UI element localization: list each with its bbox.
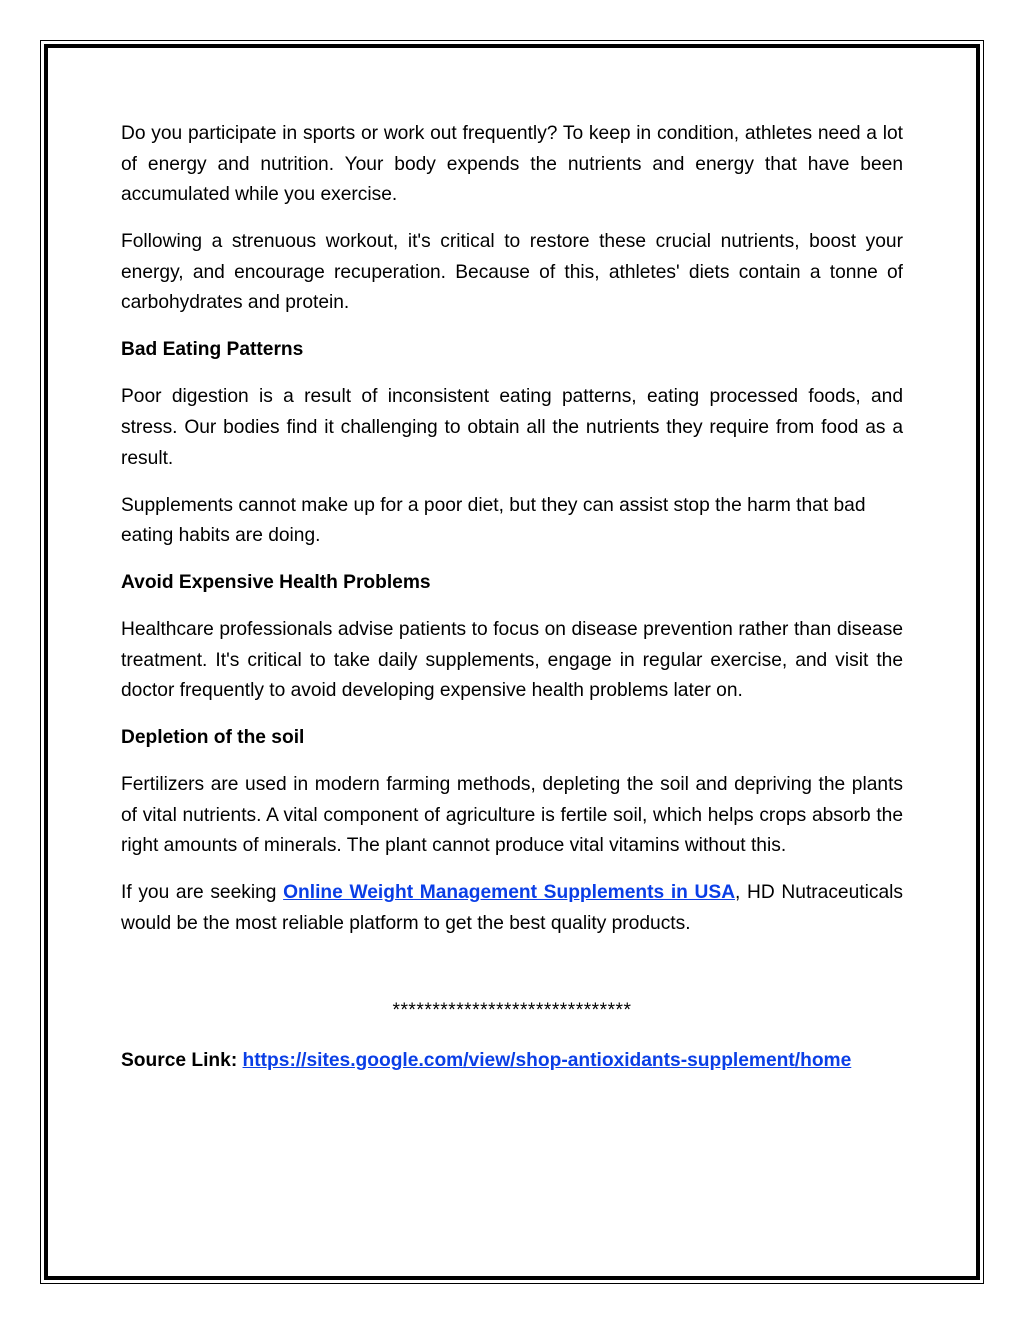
closing-suffix: , HD Nutraceuticals would be the most reliable platform to get the best quality products. [121,882,903,934]
weight-management-link[interactable]: Online Weight Management Supplements in USA [283,882,736,904]
paragraph-recovery: Following a strenuous workout, it's critical to restore these crucial nutrients, boost your energy, and encourage recuperation. Because of this, athletes' diets contain a tonne of carbohydrates and protein. [121,231,903,314]
source-line [121,1046,903,1077]
paragraph-intro: Do you participate in sports or work out frequently? To keep in condition, athletes need a lot of energy and nutrition. Your body expends the nutrients and energy that have been accumulated while you exercise. [121,123,903,206]
source-label: Source Link: [121,1050,243,1072]
paragraph-digestion: Poor digestion is a result of inconsistent eating patterns, eating processed foods, and stress. Our bodies find it challenging to obtain all the nutrients they require from food as a result. [121,386,903,469]
heading-soil-depletion: Depletion of the soil [121,727,305,749]
document-body [121,119,903,1093]
paragraph-closing [121,878,903,939]
separator-stars: ****************************** [392,999,632,1021]
closing-prefix: If you are seeking [121,882,284,904]
paragraph-prevention: Healthcare professionals advise patients to focus on disease prevention rather than disease treatment. It's critical to take daily supplements, engage in regular exercise, and visit the doctor frequently to avoid developing expensive health problems later on. [121,619,903,702]
paragraph-supplements-diet: Supplements cannot make up for a poor diet, but they can assist stop the harm that bad eating habits are doing. [121,494,866,547]
heading-bad-eating-patterns: Bad Eating Patterns [121,339,304,361]
heading-avoid-health-problems: Avoid Expensive Health Problems [121,572,431,594]
paragraph-soil: Fertilizers are used in modern farming methods, depleting the soil and depriving the plants of vital nutrients. A vital component of agriculture is fertile soil, which helps crops absorb the right amounts of minerals. The plant cannot produce vital vitamins without this. [121,774,903,857]
source-url-link[interactable]: https://sites.google.com/view/shop-antioxidants-supplement/home [242,1050,852,1072]
